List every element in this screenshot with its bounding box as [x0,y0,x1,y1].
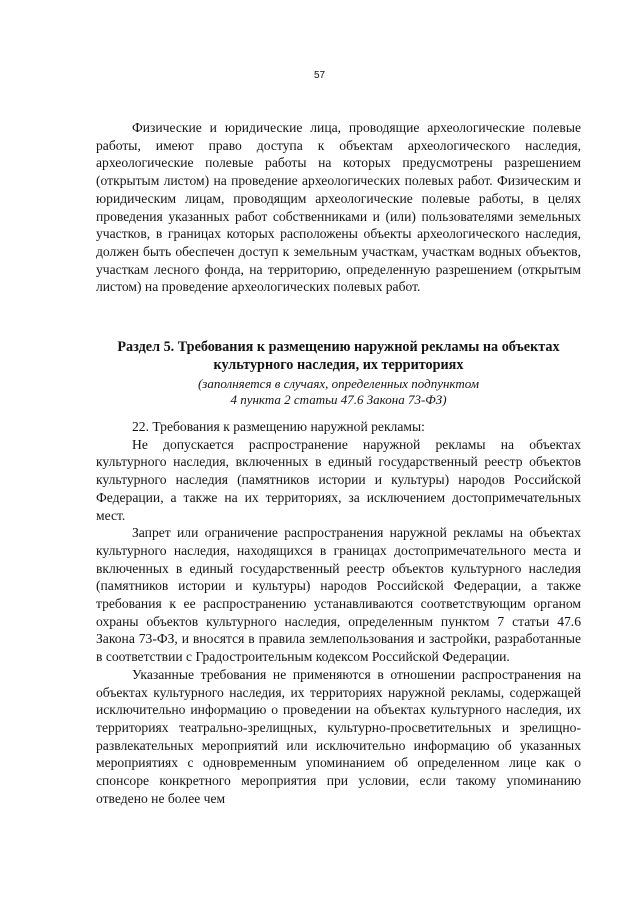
page-number: 57 [313,70,326,81]
intro-block [96,119,581,296]
item-paragraph-1: Не допускается распространение наружной рекламы на объектах культурного наследия, включенных в единый государственный реестр объектов культурного наследия (памятников истории и культуры) народов Российской Федерации, а также на их территориях, за исключением достопримечательных мест. [96,436,581,523]
section-title-line-2: культурного наследия, их территориях [213,357,464,373]
intro-paragraph: Физические и юридические лица, проводящие археологические полевые работы, имеют право доступа к объектам археологического наследия, археологические полевые работы на которых предусмотрены разрешением (открытым листом) на проведение археологических полевых работ. Физическим и юридическим лицам, проводящим археологические полевые работы, в целях проведения указанных работ собственниками и (или) пользователями земельных участков, в границах которых расположены объекты археологического наследия, должен быть обеспечен доступ к земельным участкам, участкам водных объектов, участкам лесного фонда, на территорию, определенную разрешением (открытым листом) на проведение археологических полевых работ. [96,120,581,295]
item-paragraph-3: Указанные требования не применяются в отношении распространения на объектах культурного наследия, их территориях наружной рекламы, содержащей исключительно информацию о проведении на объектах культурного наследия, их территориях театрально-зрелищных, культурно-просветительных и зрелищно-развлекательных мероприятий или исключительно информацию об указанных мероприятиях с одновременным упоминанием об определенном лице как о спонсоре конкретного мероприятия при условии, если такому упоминанию отведено не более чем [96,666,581,806]
item-heading: 22. Требования к размещению наружной рекламы: [132,419,425,434]
section-note-line-1: (заполняется в случаях, определенных подпунктом [197,376,480,391]
item-paragraph-2: Запрет или ограничение распространения наружной рекламы на объектах культурного наследия, находящихся в границах достопримечательного места и включенных в единый государственный реестр объектов культурного наследия (памятников истории и культуры) народов Российской Федерации, а также требования к ее распространению устанавливаются соответствующим органом охраны объектов культурного наследия, определенным пунктом 7 статьи 47.6 Закона 73-ФЗ, и вносятся в правила землепользования и застройки, разработанные в соответствии с Градостроительным кодексом Российской Федерации. [96,525,581,665]
section-header [96,338,581,408]
section-title-line-1: Раздел 5. Требования к размещению наружной рекламы на объектах [117,339,560,355]
item-22-block [96,418,581,807]
section-note-line-2: 4 пункта 2 статьи 47.6 Закона 73-ФЗ) [230,392,447,407]
